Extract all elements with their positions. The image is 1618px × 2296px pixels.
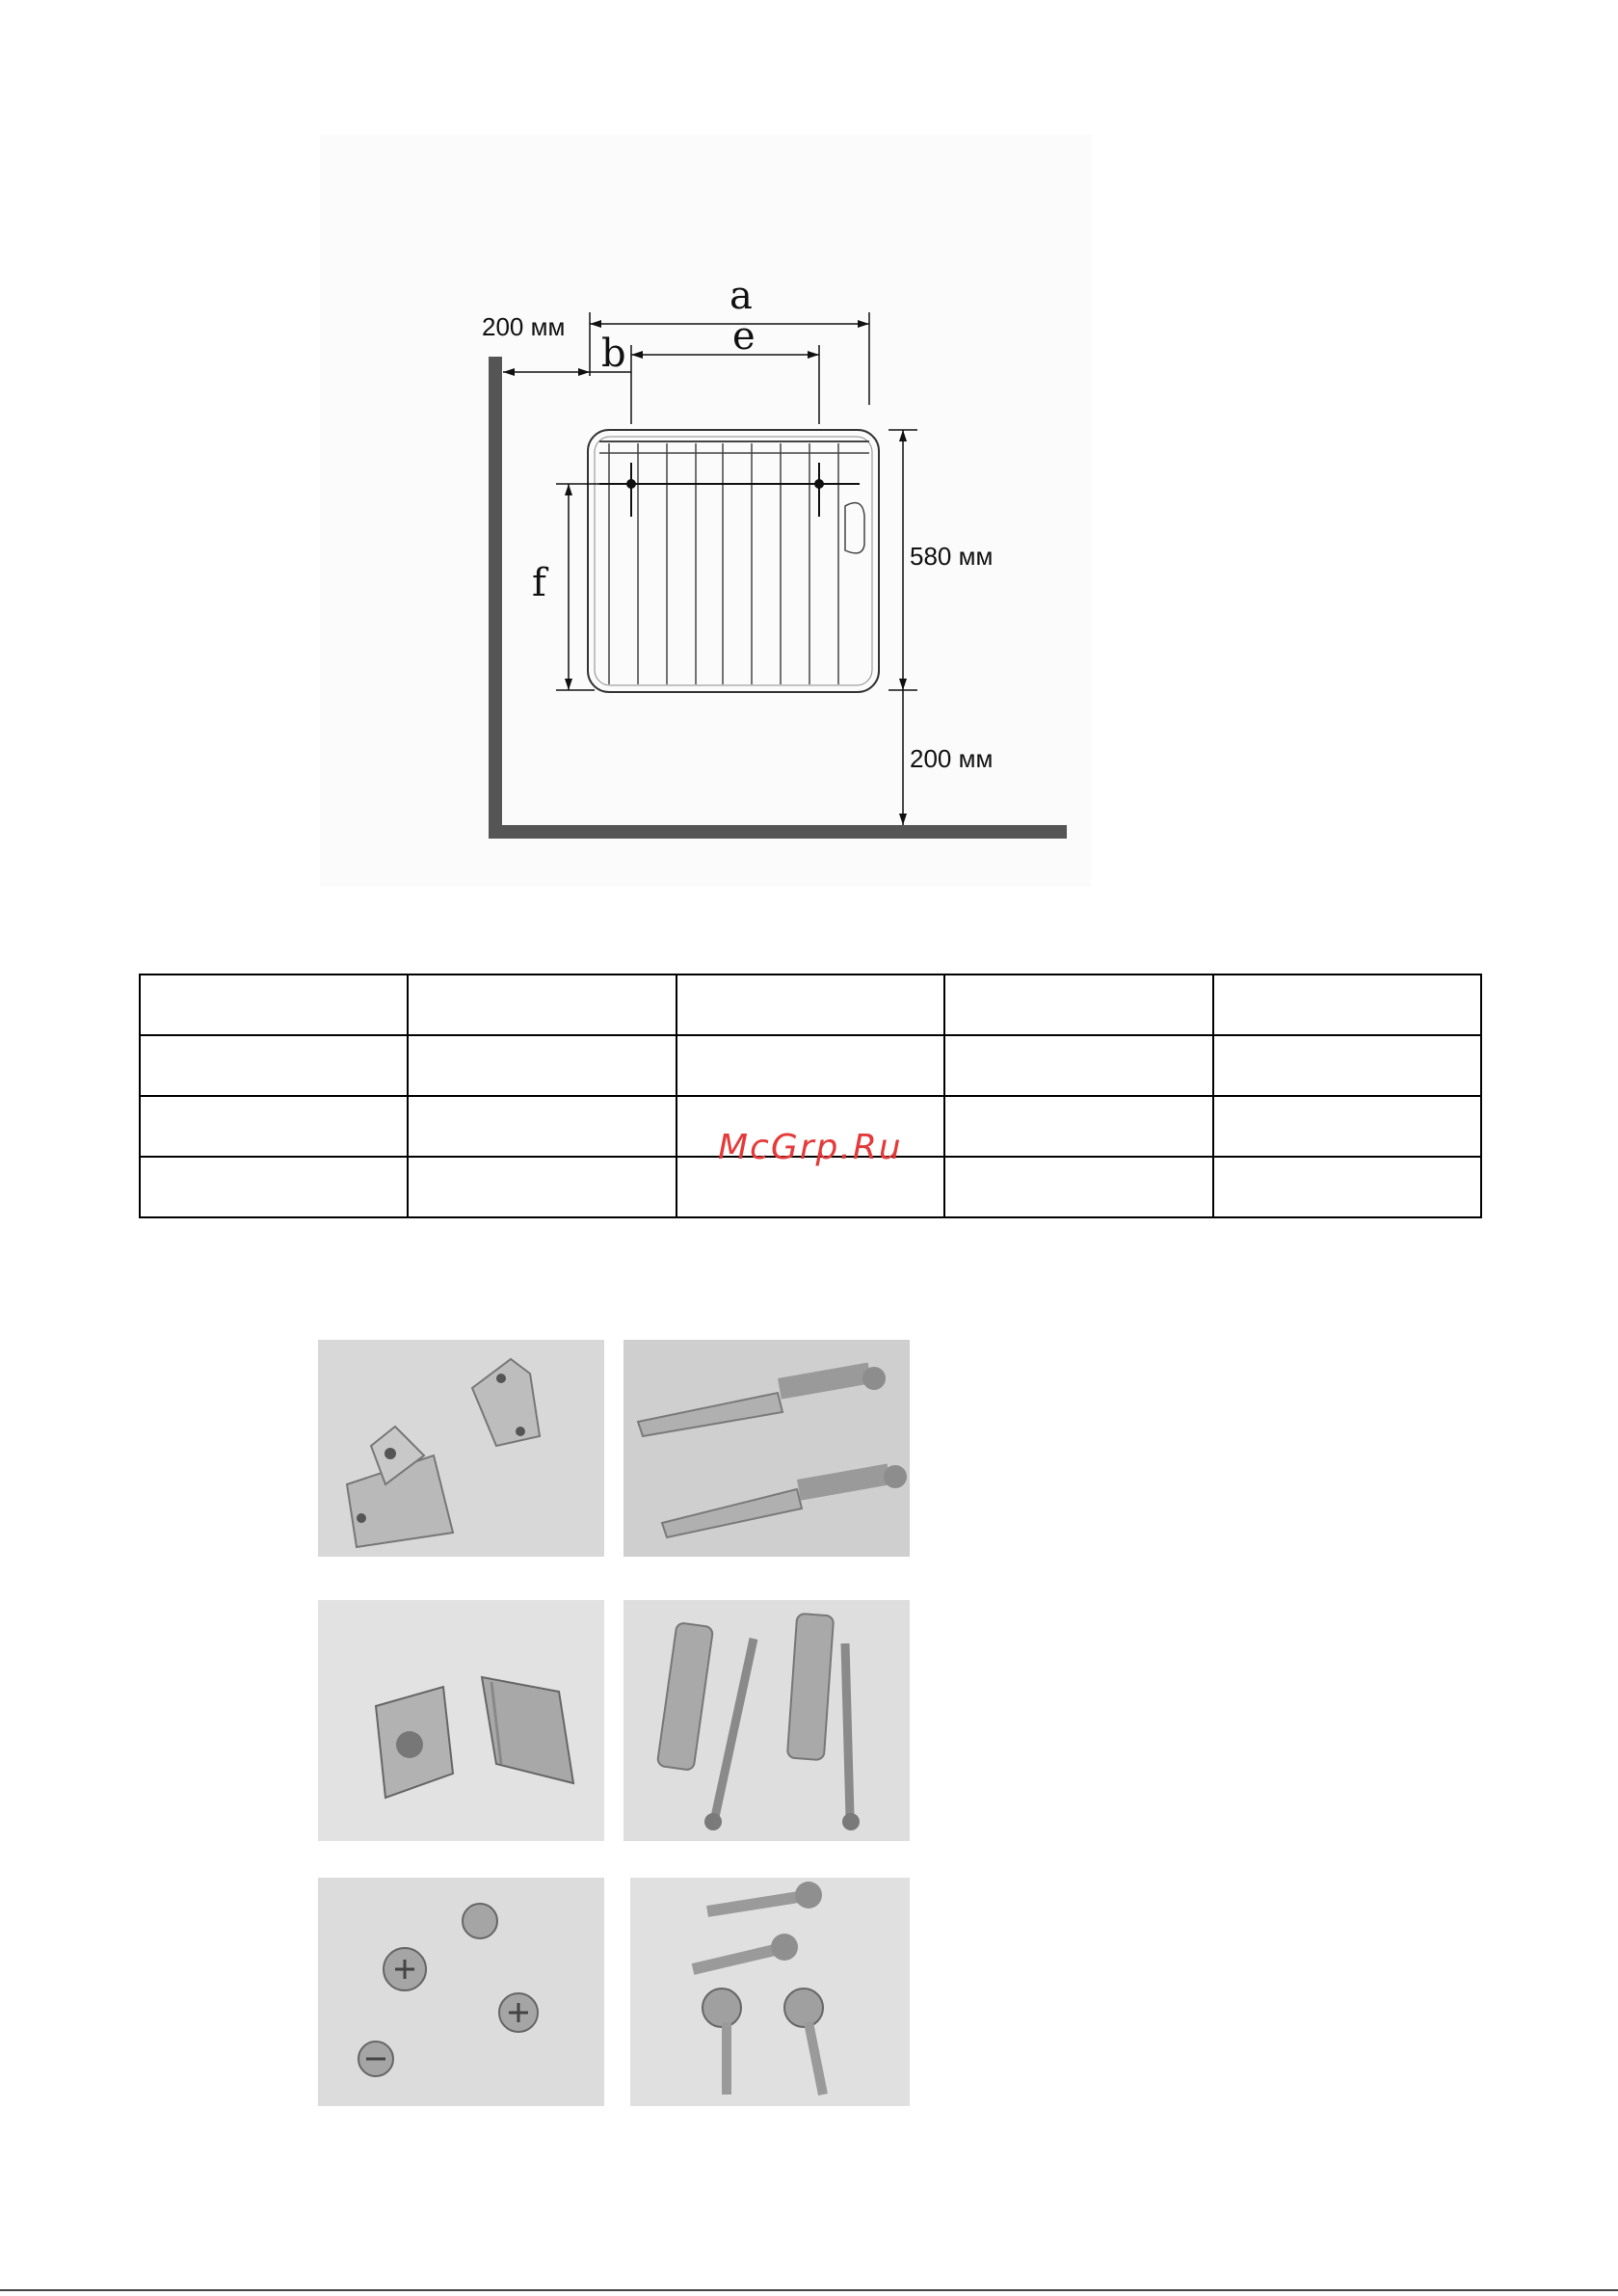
side-clearance-label: 200 мм <box>482 312 566 341</box>
photo-tapping-screws <box>318 1878 604 2106</box>
dimension-b-label: b <box>601 332 626 376</box>
table-cell <box>676 974 944 1035</box>
table-cell <box>1213 974 1481 1035</box>
table-cell <box>408 1096 676 1157</box>
photo-dowels-with-screws <box>623 1340 910 1557</box>
table-cell <box>944 1035 1212 1096</box>
floor <box>489 825 1067 839</box>
table-cell <box>408 1157 676 1217</box>
table-cell <box>676 1035 944 1096</box>
table-cell <box>1213 1096 1481 1157</box>
dimension-f-label: f <box>532 561 546 605</box>
table-cell <box>140 1096 408 1157</box>
dimension-e-label: e <box>732 314 756 359</box>
photo-stand-brackets <box>318 1600 604 1841</box>
watermark: McGrp.Ru <box>718 1128 903 1167</box>
table-cell <box>408 1035 676 1096</box>
table-cell <box>944 1157 1212 1217</box>
installation-diagram <box>320 135 1091 887</box>
height-label: 580 мм <box>910 542 994 571</box>
photo-flange-screws <box>630 1878 910 2106</box>
table-cell <box>1213 1035 1481 1096</box>
table-cell <box>140 1157 408 1217</box>
table-row <box>140 1035 1481 1096</box>
table-cell <box>140 974 408 1035</box>
table-row <box>140 974 1481 1035</box>
bottom-clearance-label: 200 мм <box>910 744 994 773</box>
page-bottom-rule <box>0 2289 1618 2291</box>
dimension-a-label: a <box>729 274 753 318</box>
table-cell <box>140 1035 408 1096</box>
dimensions-table <box>139 974 1482 1218</box>
table-cell <box>408 974 676 1035</box>
photo-long-dowels-and-screws <box>623 1600 910 1841</box>
wall <box>489 357 502 839</box>
table-cell <box>944 1096 1212 1157</box>
table-cell <box>944 974 1212 1035</box>
photo-wall-brackets <box>318 1340 604 1557</box>
table-cell <box>1213 1157 1481 1217</box>
